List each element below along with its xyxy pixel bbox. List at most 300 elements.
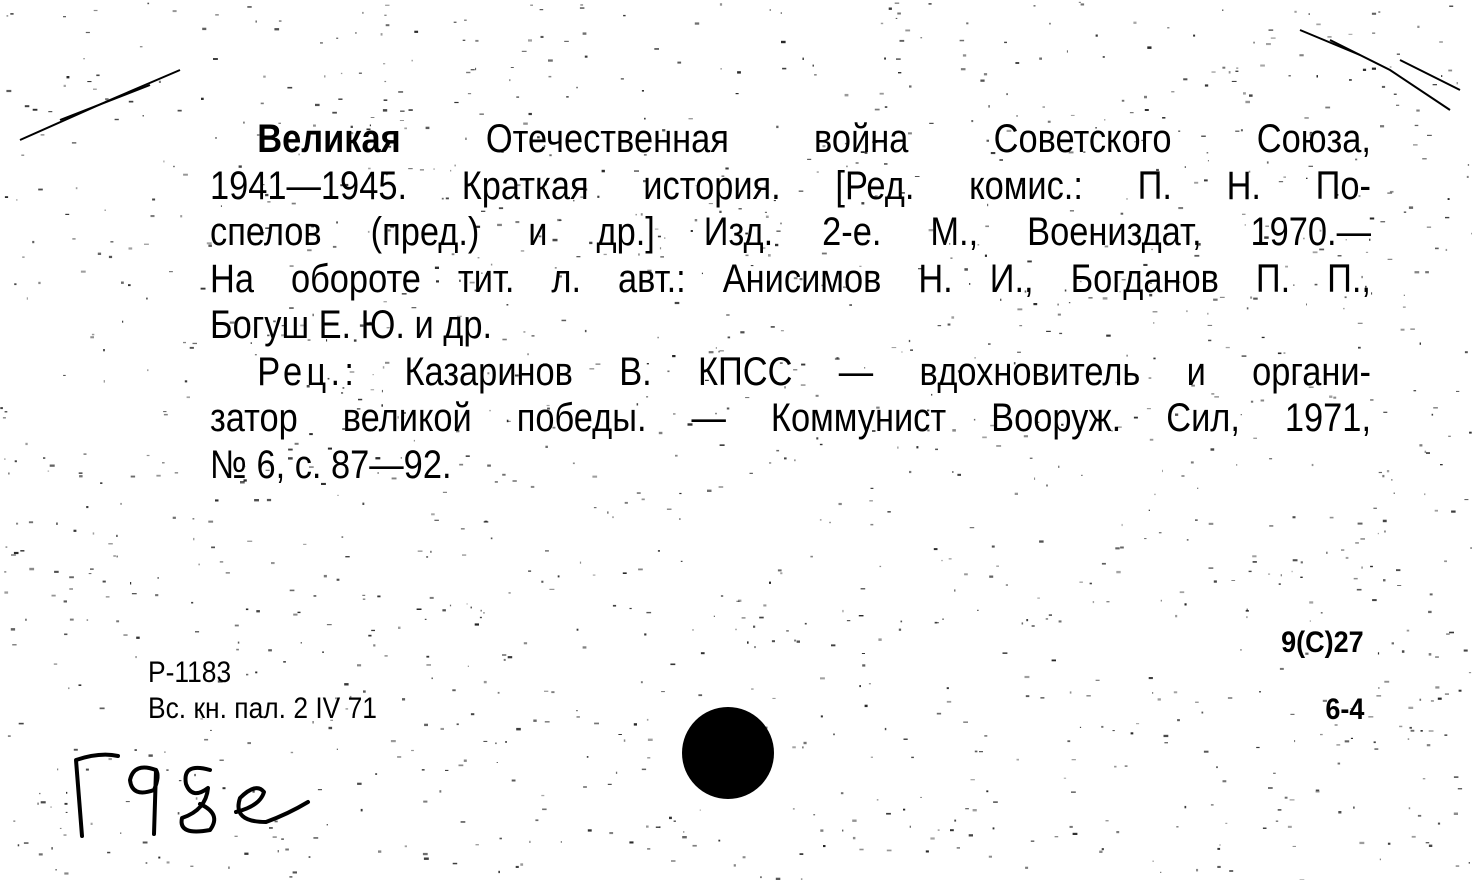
paper-speckle xyxy=(541,795,544,796)
paper-speckle xyxy=(290,590,295,592)
paper-speckle xyxy=(140,46,143,47)
paper-speckle xyxy=(1458,788,1462,789)
paper-speckle xyxy=(1037,598,1040,599)
paper-speckle xyxy=(1249,94,1253,96)
paper-speckle xyxy=(1402,650,1405,653)
paper-speckle xyxy=(714,616,715,617)
paper-speckle xyxy=(1444,734,1447,736)
paper-speckle xyxy=(1316,24,1320,26)
paper-speckle xyxy=(897,13,901,15)
paper-speckle xyxy=(39,853,43,855)
paper-speckle xyxy=(1032,625,1035,627)
paper-speckle xyxy=(1049,23,1051,25)
paper-speckle xyxy=(1353,807,1354,809)
paper-speckle xyxy=(83,58,84,59)
paper-speckle xyxy=(1149,677,1153,679)
paper-speckle xyxy=(450,605,451,607)
paper-speckle xyxy=(211,547,215,549)
entry-line-4: На обороте тит. л. авт.: Анисимов Н. И., Богданов П. П., xyxy=(210,256,1371,301)
paper-speckle xyxy=(1152,692,1153,694)
paper-speckle xyxy=(452,689,455,691)
paper-speckle xyxy=(332,112,337,114)
paper-speckle xyxy=(136,637,140,639)
paper-speckle xyxy=(1418,815,1421,817)
paper-speckle xyxy=(454,22,457,23)
paper-speckle xyxy=(50,465,55,467)
paper-speckle xyxy=(1351,738,1353,739)
paper-speckle xyxy=(213,58,218,60)
paper-speckle xyxy=(115,119,119,120)
paper-speckle xyxy=(481,610,482,612)
paper-speckle xyxy=(1362,567,1363,569)
paper-speckle xyxy=(1164,742,1168,743)
paper-speckle xyxy=(1433,84,1437,85)
paper-speckle xyxy=(718,840,720,842)
paper-speckle xyxy=(1059,620,1062,622)
paper-speckle xyxy=(885,106,888,108)
paper-speckle xyxy=(654,48,659,50)
paper-speckle xyxy=(794,640,796,642)
paper-speckle xyxy=(1380,221,1385,222)
paper-speckle xyxy=(159,81,161,83)
paper-speckle xyxy=(175,472,178,474)
paper-speckle xyxy=(362,12,363,14)
paper-speckle xyxy=(14,283,16,285)
paper-speckle xyxy=(679,518,680,520)
paper-speckle xyxy=(1390,191,1394,193)
paper-speckle xyxy=(634,723,637,725)
paper-speckle xyxy=(1444,560,1447,562)
paper-speckle xyxy=(1067,50,1068,52)
paper-speckle xyxy=(786,630,789,631)
paper-speckle xyxy=(169,271,173,272)
paper-speckle xyxy=(1025,867,1028,869)
paper-speckle xyxy=(1276,821,1278,822)
paper-speckle xyxy=(1378,687,1379,689)
paper-speckle xyxy=(324,575,327,578)
paper-speckle xyxy=(480,617,482,618)
paper-speckle xyxy=(471,713,474,715)
paper-speckle xyxy=(613,605,616,607)
paper-speckle xyxy=(1116,831,1119,833)
paper-speckle xyxy=(43,457,45,459)
paper-speckle xyxy=(54,663,57,664)
paper-speckle xyxy=(1403,306,1406,308)
paper-speckle xyxy=(859,685,861,687)
paper-speckle xyxy=(564,41,569,42)
paper-speckle xyxy=(747,641,749,643)
paper-speckle xyxy=(173,10,177,12)
paper-speckle xyxy=(94,10,98,11)
paper-speckle xyxy=(1300,577,1302,578)
paper-speckle xyxy=(781,41,786,43)
paper-speckle xyxy=(1116,571,1120,573)
paper-speckle xyxy=(128,284,131,286)
paper-speckle xyxy=(1420,343,1421,345)
paper-speckle xyxy=(1457,82,1458,84)
paper-speckle xyxy=(700,810,701,811)
paper-speckle xyxy=(996,566,999,567)
paper-speckle xyxy=(158,857,160,859)
paper-speckle xyxy=(1293,516,1296,518)
paper-speckle xyxy=(1211,804,1214,805)
paper-speckle xyxy=(190,866,193,867)
paper-speckle xyxy=(1229,870,1233,872)
paper-speckle xyxy=(338,99,342,100)
paper-speckle xyxy=(1285,797,1288,799)
paper-speckle xyxy=(1440,464,1443,465)
paper-speckle xyxy=(1015,62,1019,64)
paper-speckle xyxy=(423,853,428,855)
paper-speckle xyxy=(69,576,74,578)
paper-speckle xyxy=(929,3,932,4)
paper-speckle xyxy=(453,863,458,865)
paper-speckle xyxy=(1404,211,1406,213)
paper-speckle xyxy=(1232,81,1237,82)
paper-speckle xyxy=(804,742,807,744)
paper-speckle xyxy=(566,96,569,98)
paper-speckle xyxy=(1209,567,1214,568)
paper-speckle xyxy=(802,58,804,60)
paper-speckle xyxy=(398,91,403,93)
paper-speckle xyxy=(491,538,493,540)
paper-speckle xyxy=(1236,67,1238,69)
paper-speckle xyxy=(1454,776,1459,777)
paper-speckle xyxy=(146,862,148,864)
paper-speckle xyxy=(1422,158,1427,160)
paper-speckle xyxy=(371,630,375,631)
paper-speckle xyxy=(1409,807,1411,809)
paper-speckle xyxy=(738,600,741,602)
paper-speckle xyxy=(683,831,684,832)
paper-speckle xyxy=(1420,699,1422,701)
paper-speckle xyxy=(1067,740,1070,742)
paper-speckle xyxy=(989,576,993,578)
paper-speckle xyxy=(337,579,340,581)
paper-speckle xyxy=(734,864,736,866)
paper-speckle xyxy=(737,71,741,73)
paper-speckle xyxy=(989,856,992,858)
paper-speckle xyxy=(363,599,366,600)
paper-speckle xyxy=(1372,599,1377,601)
paper-speckle xyxy=(583,786,587,787)
paper-speckle xyxy=(254,499,259,501)
paper-speckle xyxy=(173,517,176,519)
paper-speckle xyxy=(545,721,550,723)
paper-speckle xyxy=(464,760,467,762)
paper-speckle xyxy=(721,595,723,597)
paper-speckle xyxy=(337,495,338,496)
paper-speckle xyxy=(585,56,588,58)
paper-speckle xyxy=(780,572,782,574)
paper-speckle xyxy=(498,692,500,694)
paper-speckle xyxy=(869,500,873,501)
paper-speckle xyxy=(1070,691,1072,693)
paper-speckle xyxy=(5,411,8,412)
paper-speckle xyxy=(8,735,11,737)
paper-speckle xyxy=(671,860,676,861)
paper-speckle xyxy=(577,716,580,718)
paper-speckle xyxy=(21,155,24,157)
paper-speckle xyxy=(120,503,122,505)
paper-speckle xyxy=(1246,616,1247,618)
paper-speckle xyxy=(1147,46,1151,49)
paper-speckle xyxy=(1301,561,1303,563)
paper-speckle xyxy=(865,705,868,707)
paper-speckle xyxy=(594,507,597,508)
paper-speckle xyxy=(384,81,386,82)
paper-speckle xyxy=(1445,693,1449,695)
paper-speckle xyxy=(147,369,148,371)
paper-speckle xyxy=(910,826,911,828)
paper-speckle xyxy=(1099,851,1102,853)
paper-speckle xyxy=(941,560,942,561)
paper-speckle xyxy=(656,827,661,829)
paper-speckle xyxy=(183,174,188,176)
paper-speckle xyxy=(667,509,672,510)
paper-speckle xyxy=(476,844,479,845)
paper-speckle xyxy=(613,516,614,518)
paper-speckle xyxy=(131,476,135,478)
paper-speckle xyxy=(100,482,102,484)
paper-speckle xyxy=(577,629,579,631)
paper-speckle xyxy=(16,199,17,200)
paper-speckle xyxy=(1317,75,1319,77)
paper-speckle xyxy=(1408,738,1410,740)
paper-speckle xyxy=(875,109,880,111)
paper-speckle xyxy=(800,853,804,855)
paper-speckle xyxy=(753,626,755,628)
paper-speckle xyxy=(1268,574,1270,575)
paper-speckle xyxy=(1288,826,1292,828)
paper-speckle xyxy=(385,5,389,6)
paper-speckle xyxy=(106,596,110,597)
paper-speckle xyxy=(274,28,279,30)
paper-speckle xyxy=(1229,71,1231,73)
paper-speckle xyxy=(405,845,407,847)
paper-speckle xyxy=(965,808,969,809)
paper-speckle xyxy=(1433,407,1438,409)
paper-speckle xyxy=(1253,42,1255,44)
paper-speckle xyxy=(1131,732,1134,734)
paper-speckle xyxy=(754,646,756,648)
paper-speckle xyxy=(1049,614,1052,616)
paper-speckle xyxy=(743,856,746,858)
paper-speckle xyxy=(1160,872,1161,873)
paper-speckle xyxy=(79,475,83,477)
paper-speckle xyxy=(459,765,464,767)
paper-speckle xyxy=(1346,557,1349,559)
paper-speckle xyxy=(130,582,131,585)
paper-speckle xyxy=(84,454,87,455)
paper-speckle xyxy=(1383,412,1387,413)
shelf-code: Р-1183 xyxy=(148,656,232,689)
paper-speckle xyxy=(1220,844,1221,845)
paper-speckle xyxy=(475,623,479,625)
paper-speckle xyxy=(74,530,77,532)
paper-speckle xyxy=(434,520,439,521)
paper-speckle xyxy=(736,93,739,94)
paper-speckle xyxy=(143,115,145,116)
paper-speckle xyxy=(64,85,66,87)
paper-speckle xyxy=(648,739,653,741)
paper-speckle xyxy=(103,581,106,583)
paper-speckle xyxy=(1133,22,1136,24)
paper-speckle xyxy=(1407,630,1410,632)
paper-speckle xyxy=(180,215,182,217)
paper-speckle xyxy=(853,837,856,839)
paper-speckle xyxy=(1370,566,1373,567)
paper-speckle xyxy=(279,20,282,22)
paper-speckle xyxy=(25,443,27,445)
paper-speckle xyxy=(1070,826,1073,828)
paper-speckle xyxy=(383,109,387,112)
paper-speckle xyxy=(315,104,320,106)
paper-speckle xyxy=(98,253,101,255)
paper-speckle xyxy=(859,849,863,851)
paper-speckle xyxy=(1103,56,1105,58)
paper-speckle xyxy=(1320,734,1323,735)
paper-speckle xyxy=(1080,727,1081,728)
paper-speckle xyxy=(701,652,705,654)
paper-speckle xyxy=(679,493,681,494)
paper-speckle xyxy=(1451,511,1456,513)
paper-speckle xyxy=(901,621,903,623)
paper-speckle xyxy=(1469,672,1471,673)
paper-speckle xyxy=(624,739,626,741)
paper-speckle xyxy=(677,62,681,64)
paper-speckle xyxy=(1464,650,1468,652)
paper-speckle xyxy=(1412,836,1416,838)
paper-speckle xyxy=(1214,580,1217,582)
paper-speckle xyxy=(336,38,338,39)
paper-speckle xyxy=(151,215,155,217)
paper-speckle xyxy=(884,58,886,60)
paper-speckle xyxy=(373,644,375,646)
paper-speckle xyxy=(646,612,651,613)
paper-speckle xyxy=(236,649,239,651)
paper-speckle xyxy=(1292,571,1293,572)
paper-speckle xyxy=(135,656,136,658)
paper-speckle xyxy=(430,597,434,599)
paper-speckle xyxy=(1185,603,1187,605)
paper-speckle xyxy=(246,609,248,611)
review-text: Казаринов В. КПСС — вдохновитель и органи- xyxy=(404,349,1371,394)
paper-speckle xyxy=(1176,826,1178,827)
paper-speckle xyxy=(320,42,323,44)
paper-speckle xyxy=(583,646,587,648)
paper-speckle xyxy=(549,589,554,590)
paper-speckle xyxy=(1383,579,1386,581)
paper-speckle xyxy=(1419,444,1422,446)
paper-speckle xyxy=(580,7,585,8)
paper-speckle xyxy=(1384,531,1386,533)
paper-speckle xyxy=(1253,561,1257,563)
paper-speckle xyxy=(647,848,650,849)
paper-speckle xyxy=(889,8,892,10)
paper-speckle xyxy=(772,698,775,699)
paper-speckle xyxy=(442,609,446,611)
paper-speckle xyxy=(301,642,302,643)
paper-speckle xyxy=(271,562,275,564)
paper-speckle xyxy=(1384,681,1389,683)
paper-speckle xyxy=(1374,749,1378,750)
paper-speckle xyxy=(1427,227,1431,228)
paper-speckle xyxy=(1345,740,1350,742)
paper-speckle xyxy=(533,720,536,722)
paper-speckle xyxy=(1390,66,1392,67)
paper-speckle xyxy=(70,619,74,621)
paper-speckle xyxy=(25,619,26,621)
paper-speckle xyxy=(1368,716,1373,717)
paper-speckle xyxy=(0,407,3,409)
paper-speckle xyxy=(1183,78,1187,80)
paper-speckle xyxy=(541,36,544,38)
paper-speckle xyxy=(647,757,650,758)
paper-speckle xyxy=(63,375,66,376)
paper-speckle xyxy=(1378,652,1379,654)
paper-speckle xyxy=(147,3,149,4)
paper-speckle xyxy=(1144,538,1146,539)
paper-speckle xyxy=(1217,866,1220,868)
paper-speckle xyxy=(479,114,484,115)
entry-line-7: затор великой победы. — Коммунист Вооруж. Сил, 1971, xyxy=(210,396,1371,440)
paper-speckle xyxy=(11,554,16,555)
paper-speckle xyxy=(72,142,76,144)
paper-speckle xyxy=(878,638,881,641)
paper-speckle xyxy=(1429,845,1432,847)
paper-speckle xyxy=(247,6,251,7)
paper-speckle xyxy=(384,15,386,16)
paper-speckle xyxy=(327,624,332,625)
paper-speckle xyxy=(544,691,548,692)
paper-speckle xyxy=(1102,848,1104,850)
paper-speckle xyxy=(847,620,850,621)
paper-speckle xyxy=(93,89,97,90)
paper-speckle xyxy=(1278,809,1282,810)
paper-speckle xyxy=(1430,593,1433,595)
paper-speckle xyxy=(621,78,624,80)
paper-speckle xyxy=(1222,67,1225,69)
paper-speckle xyxy=(720,3,722,5)
paper-speckle xyxy=(1222,10,1223,11)
paper-speckle xyxy=(116,535,118,537)
paper-speckle xyxy=(468,666,469,667)
paper-speckle xyxy=(505,741,507,743)
paper-speckle xyxy=(1373,508,1377,509)
paper-speckle xyxy=(861,588,866,589)
paper-speckle xyxy=(1408,707,1413,709)
paper-speckle xyxy=(90,336,94,338)
paper-speckle xyxy=(110,241,113,242)
paper-speckle xyxy=(129,247,133,249)
paper-speckle xyxy=(742,617,746,618)
paper-speckle xyxy=(1464,499,1468,500)
paper-speckle xyxy=(623,15,626,16)
paper-speckle xyxy=(842,830,843,832)
paper-speckle xyxy=(1448,436,1451,437)
paper-speckle xyxy=(950,829,954,831)
paper-speckle xyxy=(247,541,252,542)
paper-speckle xyxy=(32,241,34,243)
paper-speckle xyxy=(1015,493,1018,495)
paper-speckle xyxy=(1431,700,1434,701)
paper-speckle xyxy=(1448,70,1452,72)
paper-speckle xyxy=(616,772,617,774)
paper-speckle xyxy=(551,691,554,693)
paper-speckle xyxy=(471,607,472,609)
paper-speckle xyxy=(1072,759,1076,760)
